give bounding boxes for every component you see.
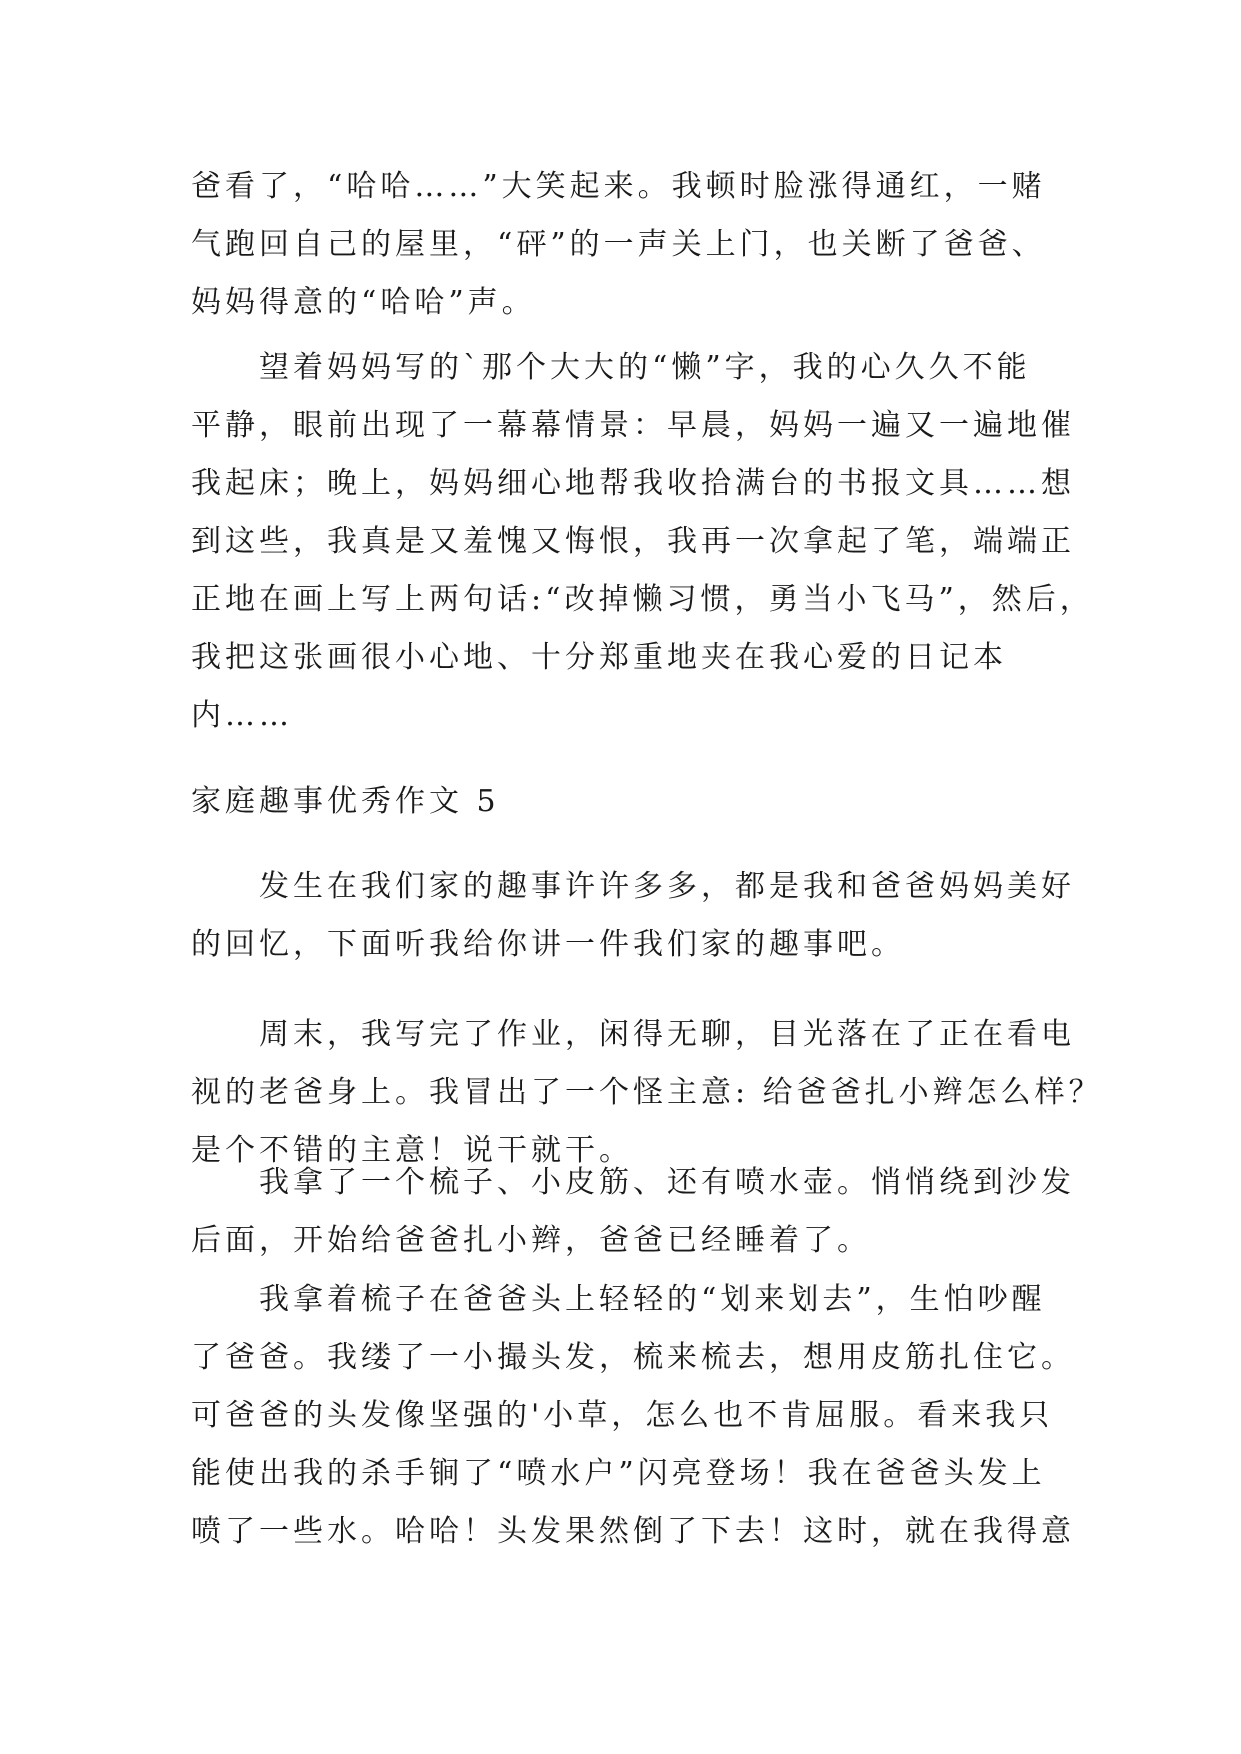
paragraph-comb: [191, 1154, 1075, 1270]
text-line: 内……: [191, 698, 293, 733]
text-line: 平静，眼前出现了一幕幕情景：早晨，妈妈一遍又一遍地催: [191, 408, 1075, 443]
text-line: 正地在画上写上两句话:“改掉懒习惯，勇当小飞马”，然后，: [191, 582, 1094, 617]
text-line: 视的老爸身上。我冒出了一个怪主意: 给爸爸扎小辫怎么样？: [191, 1075, 1103, 1110]
text-line: 可爸爸的头发像坚强的'小草，怎么也不肯屈服。看来我只: [191, 1398, 1054, 1433]
text-line: 到这些，我真是又羞愧又悔恨，我再一次拿起了笔，端端正: [191, 524, 1075, 559]
section-title: 家庭趣事优秀作文 5: [191, 784, 500, 819]
text-line: 发生在我们家的趣事许许多多，都是我和爸爸妈妈美好: [259, 869, 1075, 904]
text-line: 我拿着梳子在爸爸头上轻轻的“划来划去”，生怕吵醒: [259, 1282, 1046, 1317]
text-line: 我把这张画很小心地、十分郑重地夹在我心爱的日记本: [191, 640, 1007, 675]
paragraph-intro: [191, 858, 1075, 974]
text-line: 周末，我写完了作业，闲得无聊，目光落在了正在看电: [259, 1017, 1075, 1052]
text-line: 是个不错的主意！说干就干。: [191, 1133, 633, 1168]
text-line: 后面，开始给爸爸扎小辫，爸爸已经睡着了。: [191, 1223, 871, 1258]
paragraph-water: [191, 1271, 1075, 1561]
text-line: 望着妈妈写的`那个大大的“懒”字，我的心久久不能: [259, 350, 1031, 385]
text-line: 气跑回自己的屋里，“砰”的一声关上门，也关断了爸爸、: [191, 227, 1046, 262]
paragraph-lazy-character: [191, 339, 1094, 745]
text-line: 的回忆，下面听我给你讲一件我们家的趣事吧。: [191, 927, 905, 962]
paragraph-continued: [191, 158, 1061, 332]
text-line: 喷了一些水。哈哈！头发果然倒了下去！这时，就在我得意: [191, 1514, 1075, 1549]
text-line: 妈妈得意的“哈哈”声。: [191, 285, 536, 320]
text-line: 了爸爸。我缕了一小撮头发，梳来梳去，想用皮筋扎住它。: [191, 1340, 1075, 1375]
text-line: 我拿了一个梳子、小皮筋、还有喷水壶。悄悄绕到沙发: [259, 1165, 1075, 1200]
text-line: 爸看了，“哈哈……”大笑起来。我顿时脸涨得通红，一赌: [191, 169, 1046, 204]
text-line: 我起床；晚上，妈妈细心地帮我收拾满台的书报文具……想: [191, 466, 1075, 501]
text-line: 能使出我的杀手锏了“喷水户”闪亮登场！我在爸爸头发上: [191, 1456, 1046, 1491]
